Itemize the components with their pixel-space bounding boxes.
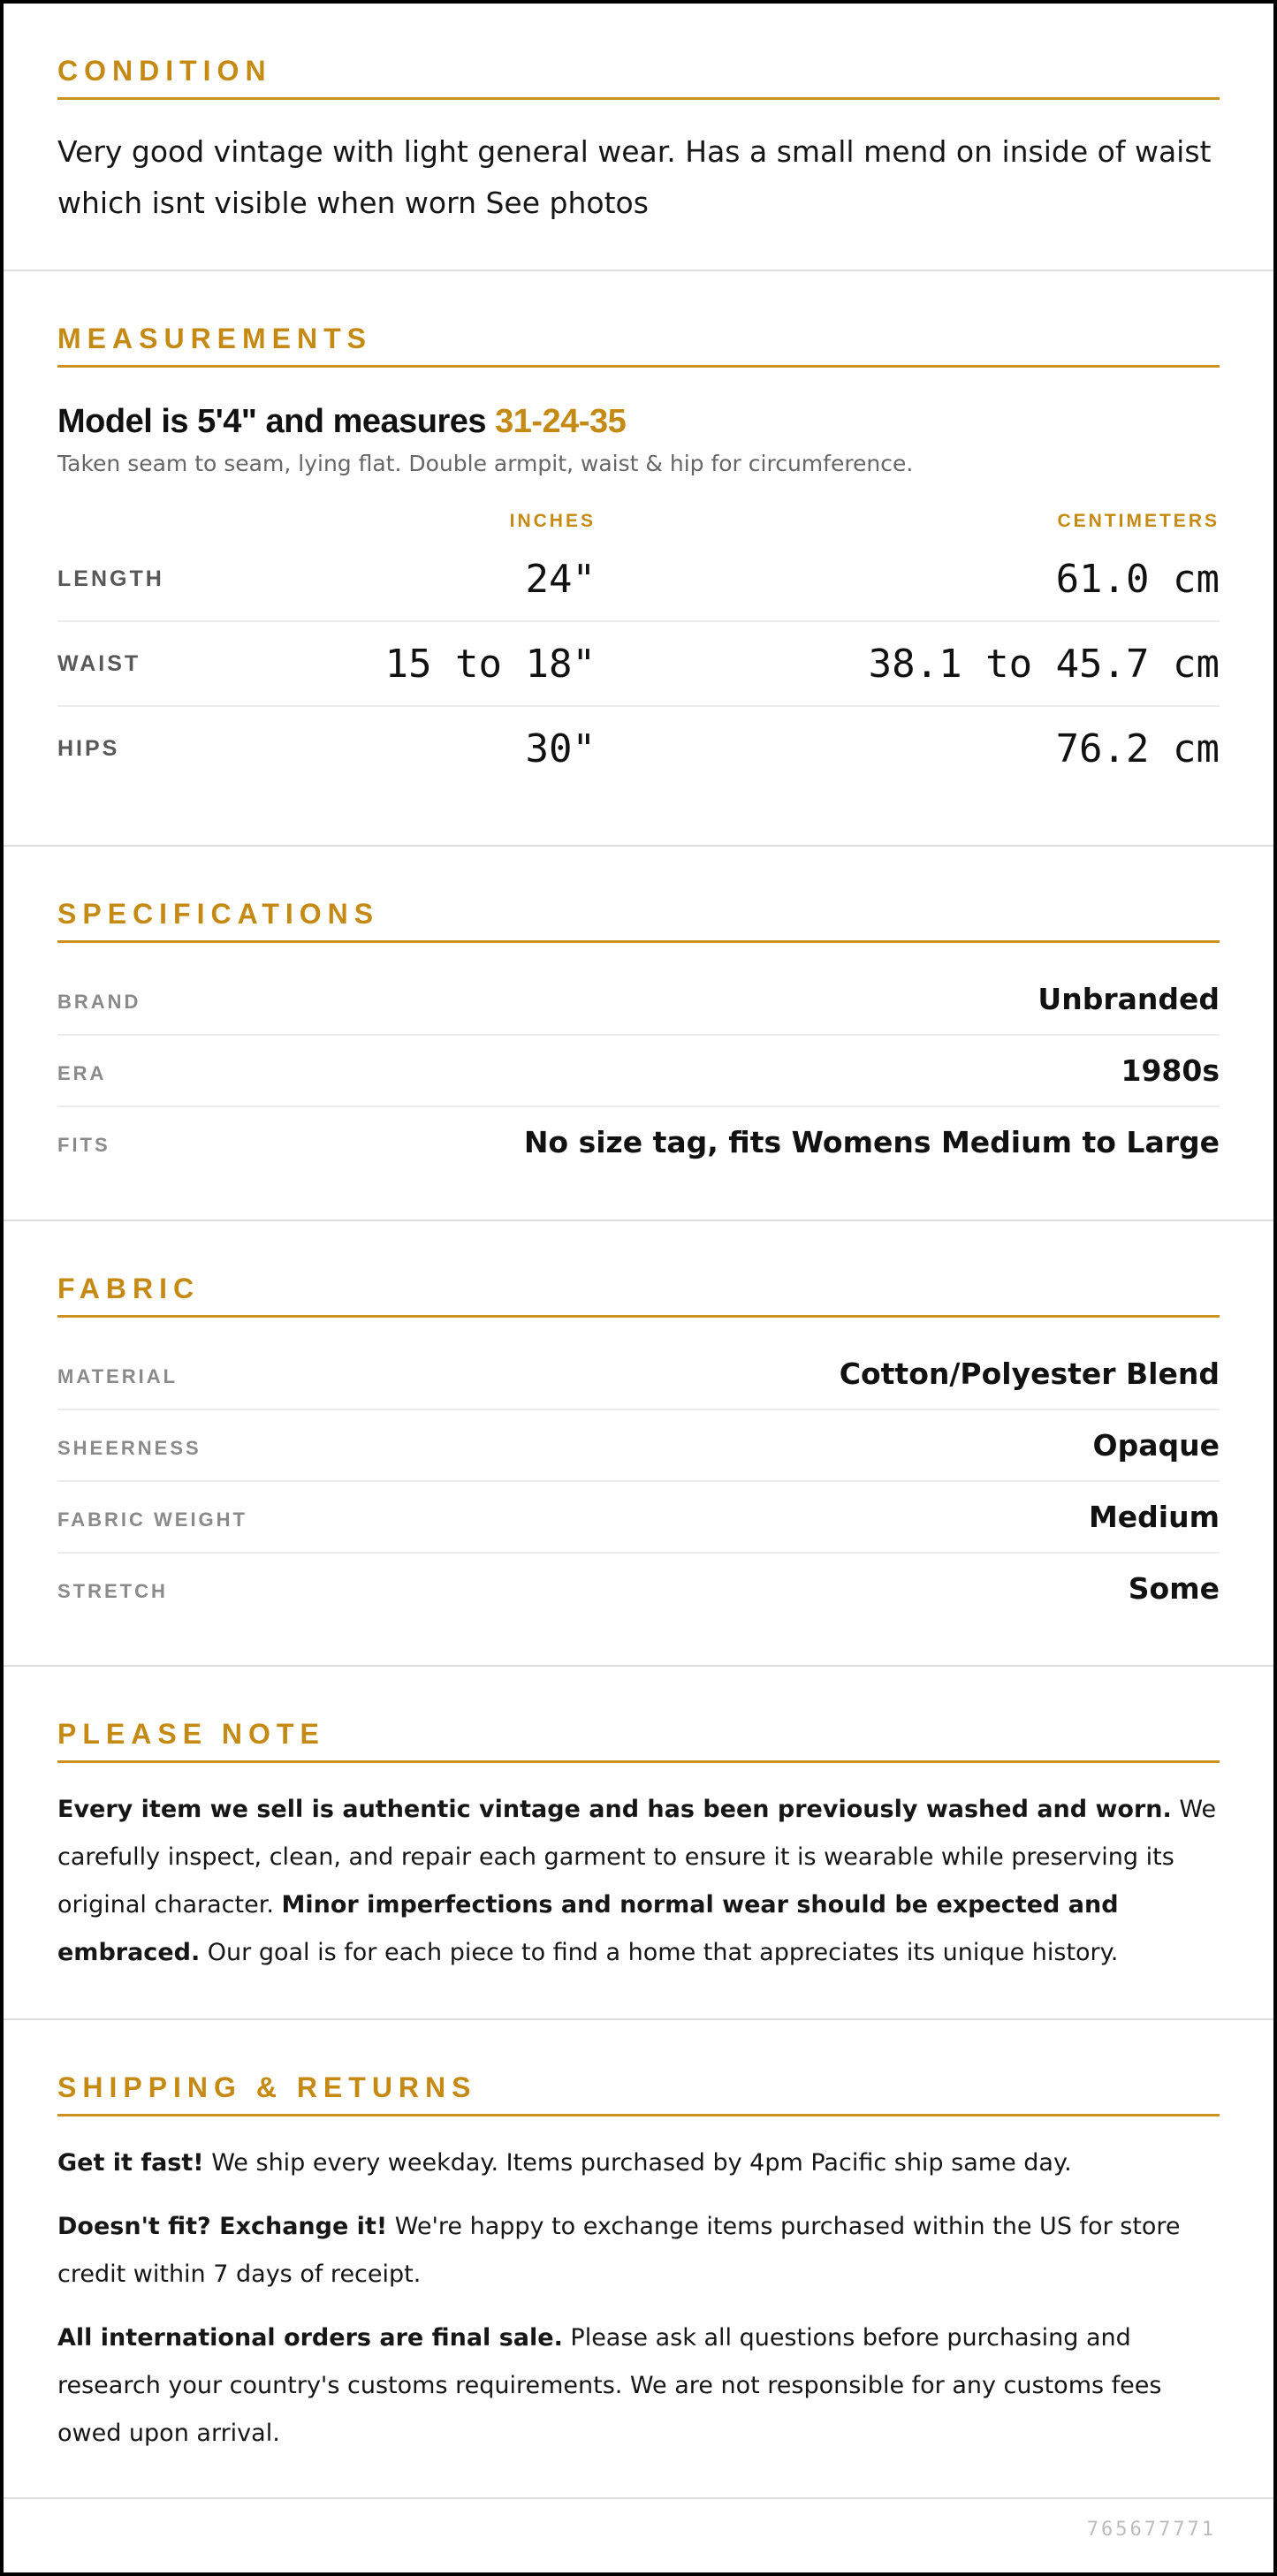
- measurement-label: HIPS: [57, 736, 120, 761]
- please-note-text: [57, 1786, 1220, 1977]
- spec-value: No size tag, fits Womens Medium to Large: [523, 1125, 1220, 1159]
- measurement-inches: 24": [525, 557, 596, 602]
- shipping-text-2: We're happy to exchange items purchased within the US for store credit within 7 days of receipt.: [57, 2213, 1181, 2288]
- shipping-text-3: Please ask all questions before purchasing and research your country's customs requirements. We are not responsible for any customs fees owed upon arrival.: [57, 2324, 1162, 2447]
- fabric-row-stretch: [57, 1554, 1220, 1623]
- measurement-cm: 61.0 cm: [1055, 557, 1220, 602]
- shipping-text-1: We ship every weekday. Items purchased by 4pm Pacific ship same day.: [203, 2149, 1072, 2177]
- please-note-section: [4, 1667, 1273, 2020]
- note-bold-2: Minor imperfections and normal wear should be expected and embraced.: [57, 1891, 1119, 1966]
- measurement-row-length: [57, 537, 1220, 622]
- shipping-bold-3: All international orders are final sale.: [57, 2324, 563, 2352]
- measurement-label: LENGTH: [57, 566, 164, 591]
- please-note-title: PLEASE NOTE: [57, 1720, 1220, 1763]
- shipping-returns-title: SHIPPING & RETURNS: [57, 2073, 1220, 2116]
- spec-label: FITS: [57, 1134, 110, 1156]
- fabric-row-weight: [57, 1482, 1220, 1554]
- fabric-value: Some: [1128, 1571, 1220, 1606]
- shipping-paragraph-1: [57, 2139, 1220, 2187]
- measurements-title: MEASUREMENTS: [57, 324, 1220, 368]
- spec-row-brand: [57, 964, 1220, 1036]
- condition-section: [4, 4, 1273, 271]
- model-heading-prefix: Model is 5'4" and measures: [57, 403, 496, 440]
- model-measurements-heading: [57, 405, 1220, 438]
- fabric-label: FABRIC WEIGHT: [57, 1508, 247, 1531]
- model-measures-value: 31-24-35: [495, 403, 627, 440]
- shipping-paragraph-2: [57, 2203, 1220, 2299]
- measurement-row-hips: [57, 707, 1220, 790]
- spec-label: BRAND: [57, 991, 141, 1013]
- measurements-subtitle: Taken seam to seam, lying flat. Double armpit, waist & hip for circumference.: [57, 451, 914, 476]
- condition-title: CONDITION: [57, 57, 1220, 100]
- fabric-row-sheerness: [57, 1410, 1220, 1482]
- note-text-1: We carefully inspect, clean, and repair each garment to ensure it is wearable while preserving its original character.: [57, 1796, 1217, 1919]
- note-text-2: Our goal is for each piece to find a home that appreciates its unique history.: [200, 1939, 1119, 1966]
- item-id: 765677771: [1086, 2519, 1216, 2541]
- spec-label: ERA: [57, 1062, 107, 1084]
- fabric-title: FABRIC: [57, 1274, 1220, 1318]
- fabric-label: SHEERNESS: [57, 1437, 201, 1459]
- note-bold-1: Every item we sell is authentic vintage and has been previously washed and worn.: [57, 1796, 1172, 1823]
- fabric-value: Cotton/Polyester Blend: [839, 1356, 1220, 1391]
- fabric-label: MATERIAL: [57, 1365, 179, 1387]
- measurements-section: [4, 271, 1273, 847]
- column-header-centimeters: CENTIMETERS: [1057, 511, 1220, 531]
- measurements-table-header: [57, 511, 1220, 537]
- fabric-label: STRETCH: [57, 1580, 168, 1602]
- spec-row-era: [57, 1036, 1220, 1107]
- measurement-cm: 38.1 to 45.7 cm: [868, 642, 1220, 687]
- spec-row-fits: [57, 1107, 1220, 1177]
- fabric-row-material: [57, 1339, 1220, 1410]
- specifications-title: SPECIFICATIONS: [57, 900, 1220, 943]
- shipping-returns-section: [4, 2020, 1273, 2499]
- measurement-label: WAIST: [57, 651, 141, 676]
- measurement-cm: 76.2 cm: [1055, 726, 1220, 771]
- measurement-inches: 15 to 18": [384, 642, 596, 687]
- column-header-inches: INCHES: [509, 511, 596, 531]
- spec-value: Unbranded: [1038, 982, 1220, 1016]
- shipping-paragraph-3: [57, 2314, 1220, 2458]
- shipping-bold-1: Get it fast!: [57, 2149, 204, 2177]
- shipping-bold-2: Doesn't fit? Exchange it!: [57, 2213, 388, 2240]
- fabric-value: Medium: [1088, 1500, 1220, 1534]
- measurement-inches: 30": [525, 726, 596, 771]
- spec-value: 1980s: [1121, 1053, 1220, 1088]
- fabric-value: Opaque: [1092, 1428, 1220, 1463]
- specifications-section: [4, 847, 1273, 1221]
- fabric-section: [4, 1221, 1273, 1667]
- condition-text: Very good vintage with light general wear. Has a small mend on inside of waist which isnt visible when worn See photos: [57, 134, 1212, 220]
- measurement-row-waist: [57, 622, 1220, 707]
